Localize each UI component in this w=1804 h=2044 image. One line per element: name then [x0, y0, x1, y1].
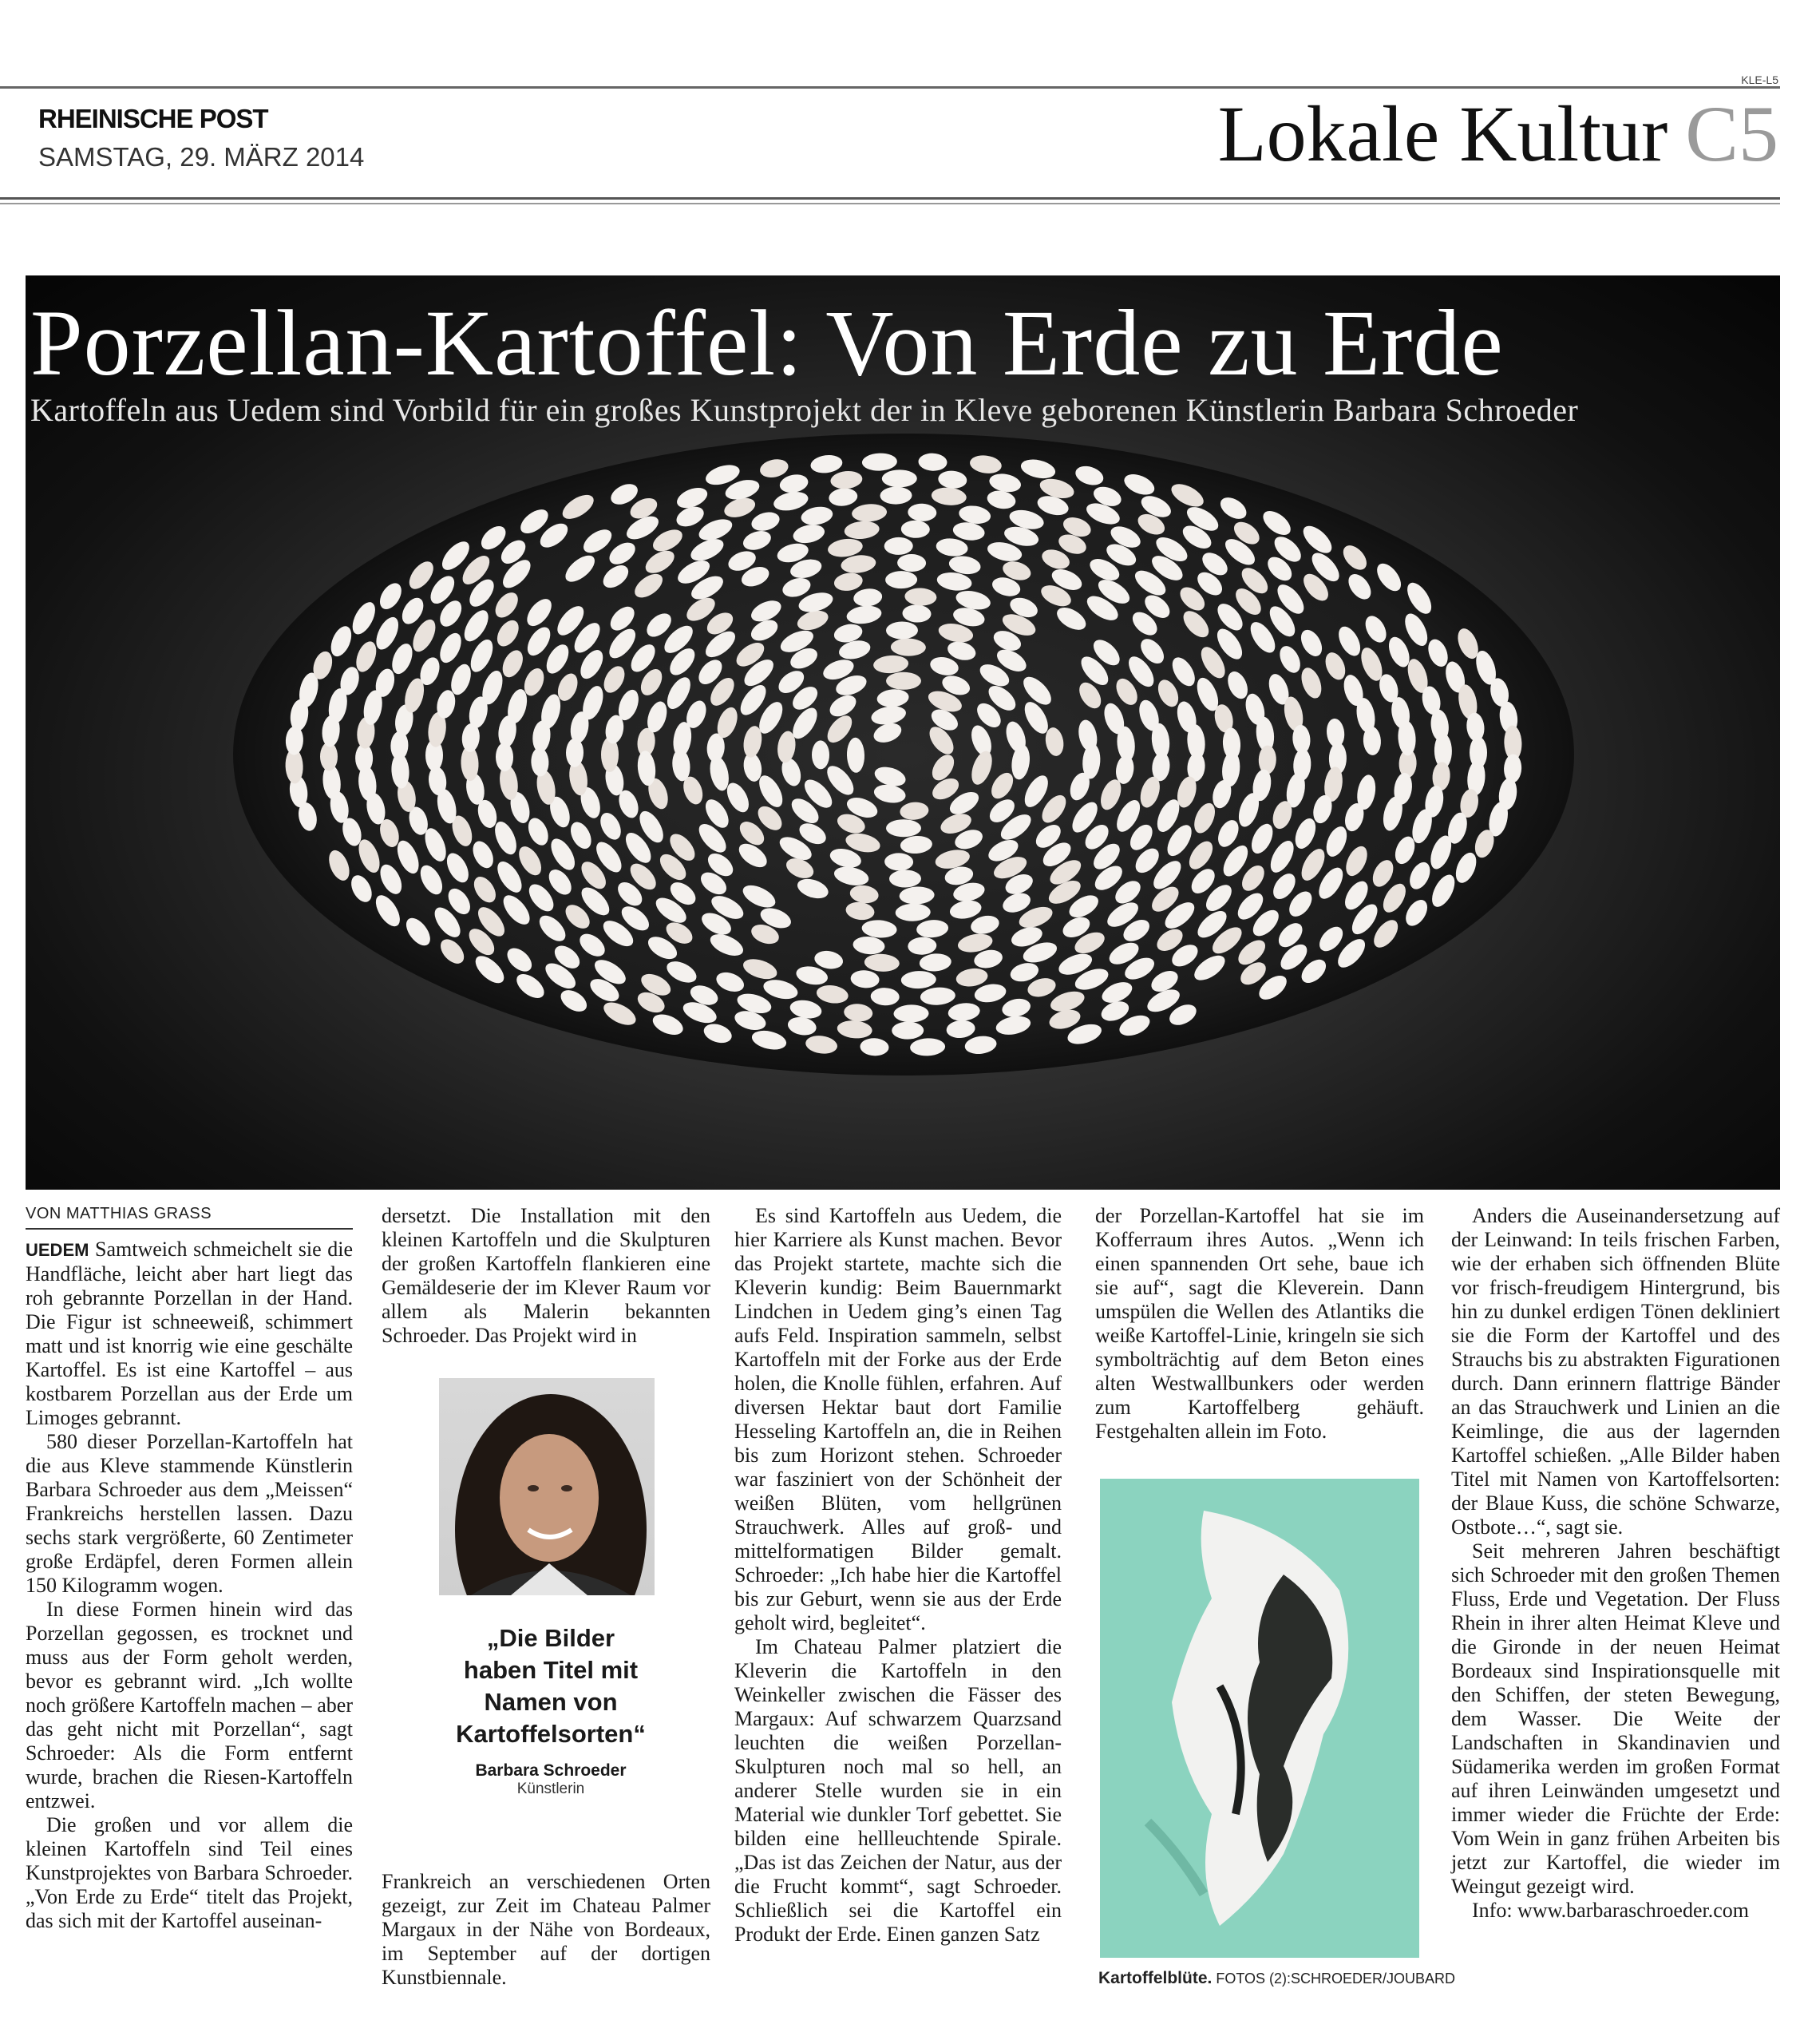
- section-name: Lokale Kultur: [1217, 89, 1668, 178]
- quote-author: Barbara Schroeder: [475, 1761, 627, 1780]
- porcelain-potato: [886, 672, 921, 690]
- column-3: [734, 1204, 1062, 1947]
- photo-credit: FOTOS (2):SCHROEDER/JOUBARD: [1216, 1971, 1456, 1987]
- newspaper-name: RHEINISCHE POST: [38, 104, 268, 133]
- page-code: KLE-L5: [1741, 73, 1778, 86]
- painting-illustration: [1100, 1479, 1419, 1958]
- paragraph: Anders die Auseinandersetzung auf der Leinwand: In teils frischen Farben, wie der erhaben sich öffnenden Blüte vor frisch-freudigem Hintergrund, bis hin zu dunkel erdigen Tönen dekliniert sie die Form der Kartoffel und des Strauchs bis zu abstrakten Figurationen durch. Dann erinnern flattrige Bänder an das Strauchwerk und Linien an die Keimlinge, die aus der lagernden Kartoffel schießen. „Alle Bilder haben Titel mit Namen von Kartoffelsorten: der Blaue Kuss, die schöne Schwarze, Ostbote…“, sagt sie.: [1451, 1204, 1780, 1539]
- paragraph: 580 dieser Porzellan-Kartoffeln hat die aus Kleve stammende Künstlerin Barbara Schroeder aus dem „Meissen“ Frankreichs herstellen lassen. Dazu sechs stark vergrößerte, 60 Zentimeter große Erdäpfel, deren Formen allein 150 Kilogramm wogen.: [26, 1430, 353, 1597]
- headline: Porzellan-Kartoffel: Von Erde zu Erde: [30, 291, 1504, 395]
- column-2-continued: [382, 1870, 710, 1990]
- header-rule: [0, 197, 1780, 200]
- paragraph: Im Chateau Palmer platziert die Kleverin die Kartoffeln in den Weinkeller zwischen die Fässer des Margaux: Auf schwarzem Quarzsand leuchten die weißen Porzellan-Skulpturen noch mal so hell, an anderer Stelle wurden sie in ein Material wie dunkler Torf gebettet. Sie bilden eine hellleuchtende Spirale. „Das ist das Zeichen der Natur, aus der die Frucht kommt“, sagt Schroeder. Schließlich sei die Kartoffel ein Produkt der Erde. Einen ganzen Satz: [734, 1635, 1062, 1946]
- paragraph: UEDEM Samtweich schmeichelt sie die Handfläche, leicht aber hart liegt das roh gebrannte Porzellan in der Hand. Die Figur ist schneeweiß, schimmert matt und ist knorrig wie eine geschälte Kartoffel. Es ist eine Kartoffel – aus kostbarem Porzellan aus der Erde um Limoges gebrannt.: [26, 1238, 353, 1429]
- byline: VON MATTHIAS GRASS: [26, 1204, 353, 1230]
- quote-author-role: Künstlerin: [516, 1781, 585, 1797]
- issue-date: SAMSTAG, 29. MÄRZ 2014: [38, 142, 365, 172]
- info-line: Info: www.barbaraschroeder.com: [1472, 1899, 1750, 1922]
- column-4: [1095, 1204, 1424, 1444]
- portrait-photo: [439, 1378, 655, 1595]
- caption-title: Kartoffelblüte.: [1098, 1969, 1213, 1987]
- paragraph: Die großen und vor allem die kleinen Kartoffeln sind Teil eines Kunstprojektes von Barbara Schroeder. „Von Erde zu Erde“ titelt das Projekt, das sich mit der Kartoffel auseinan-: [26, 1813, 353, 1932]
- column-5: [1451, 1204, 1780, 1923]
- paragraph: dersetzt. Die Installation mit den kleinen Kartoffeln und die Skulpturen der großen Kartoffeln flankieren eine Gemäldeserie der im Klever Raum vor allem als Malerin bekannten Schroeder. Das Projekt wird in: [382, 1204, 710, 1347]
- pull-quote: [447, 1622, 655, 1798]
- painting-photo: [1100, 1479, 1419, 1958]
- paragraph: der Porzellan-Kartoffel hat sie im Kofferraum ihres Autos. „Wenn ich einen spannenden Ort sehe, baue ich sie auf“, sagt die Kleverein. Dann umspülen die Wellen des Atlantiks die weiße Kartoffel-Linie, kringeln sie sich symbolträchtig auf dem Beton eines alten Westwallbunkers oder werden zum Kartoffelberg gehäuft. Festgehalten allein im Foto.: [1095, 1204, 1424, 1443]
- page-number: C5: [1685, 89, 1778, 178]
- paragraph: Frankreich an verschiedenen Orten gezeigt, zur Zeit im Chateau Palmer Margaux in der Nähe von Bordeaux, im September auf der dortigen Kunstbiennale.: [382, 1870, 710, 1989]
- column-2: [382, 1204, 710, 1348]
- subheadline: Kartoffeln aus Uedem sind Vorbild für ein großes Kunstprojekt der in Kleve geborenen Künstlerin Barbara Schroeder: [30, 392, 1579, 428]
- quote-text: „Die Bilder haben Titel mit Namen von Kartoffelsorten“: [456, 1624, 646, 1748]
- paragraph: Es sind Kartoffeln aus Uedem, die hier Karriere als Kunst machen. Bevor das Projekt startete, machte sich die Kleverin kundig: Beim Bauernmarkt Lindchen in Uedem ging’s einen Tag aufs Feld. Inspiration sammeln, selbst Kartoffeln mit der Forke aus der Erde holen, die Knolle fühlen, erfahren. Auf diversen Hektar baut dort Familie Hesseling Kartoffeln an, die in Reihen bis zum Horizont stehen. Schroeder war fasziniert von der Schönheit der weißen Blüten, vom hellgrünen Strauchwerk. Alles auf groß- und mittelformatigen Bilder gemalt. Schroeder: „Ich habe hier die Kartoffel bis zur Geburt, wenn sie aus der Erde geholt wird, begleitet“.: [734, 1204, 1062, 1634]
- header-rule-thin: [0, 203, 1780, 204]
- photo-caption: [1098, 1969, 1455, 1988]
- column-1: [26, 1204, 353, 1933]
- dateline: UEDEM: [26, 1240, 89, 1260]
- top-rule: [0, 86, 1780, 89]
- paragraph: In diese Formen hinein wird das Porzellan gegossen, es trocknet und muss aus der Form geholt werden, bevor es gebrannt wird. „Ich wollte noch größere Kartoffeln machen – aber das geht nicht mit Porzellan“, sagt Schroeder: Als die Form entfernt wurde, brachen die Riesen-Kartoffeln entzwei.: [26, 1598, 353, 1812]
- section-title: [1217, 89, 1778, 178]
- porcelain-potato: [886, 819, 921, 837]
- paragraph: Seit mehreren Jahren beschäftigt sich Schroeder mit den großen Themen Fluss, Erde und Vegetation. Der Fluss Rhein in ihrer alten Heimat Kleve und die Gironde in der neuen Heimat Bordeaux sind Inspirationsquelle mit den Schiffen, der steten Bewegung, dem Wasser. Die Weite der Landschaften in Skandinavien und Südamerika werden im großen Format auf ihren Leinwänden umgesetzt und immer wieder die Früchte der Erde: Vom Wein in ganz frühen Arbeiten bis jetzt zur Kartoffel, die wieder im Weingut gezeigt wird.: [1451, 1539, 1780, 1898]
- portrait-illustration: [439, 1378, 655, 1595]
